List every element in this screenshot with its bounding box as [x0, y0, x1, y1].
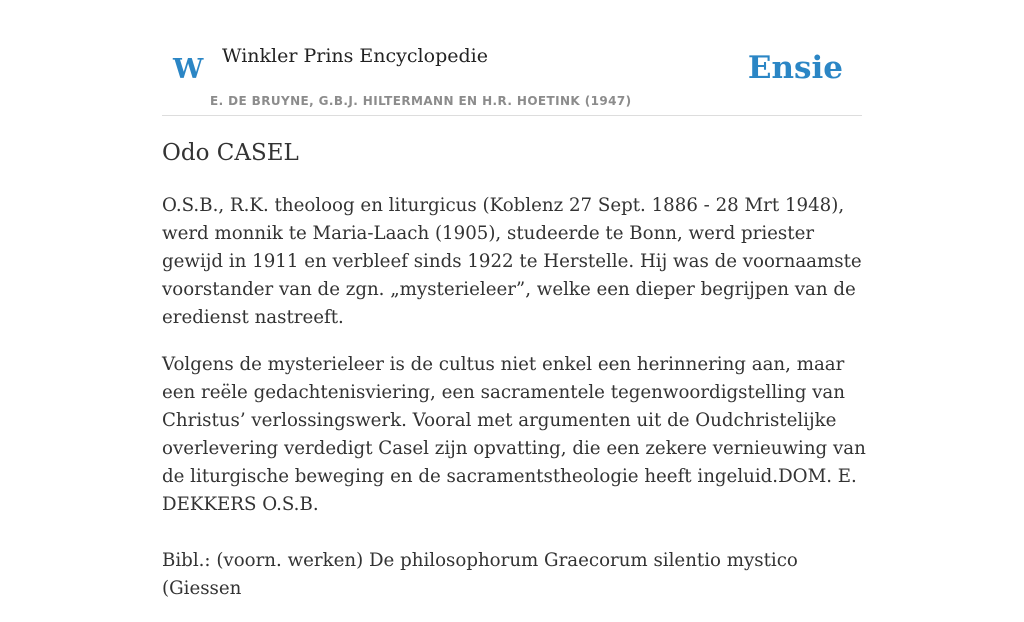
- article-body: [162, 192, 867, 622]
- authors-subtitle: E. DE BRUYNE, G.B.J. HILTERMANN EN H.R. HOETINK (1947): [210, 94, 632, 108]
- article-title: Odo CASEL: [162, 140, 299, 166]
- bibliography-paragraph: Bibl.: (voorn. werken) De philosophorum Graecorum silentio mystico (Giessen: [162, 550, 798, 599]
- article-paragraph: Volgens de mysterieleer is de cultus niet enkel een herinnering aan, maar een reële gedachtenisviering, een sacramentele tegenwoordigstelling van Christus’ verlossingswerk. Vooral met argumenten uit de Oudchristelijke overlevering verdedigt Casel zijn opvatting, die een zekere vernieuwing van de liturgische beweging en de sacramentstheologie heeft ingeluid.DOM. E. DEKKERS O.S.B.: [162, 354, 866, 515]
- site-header: [162, 40, 862, 116]
- brand-logo-link[interactable]: Ensie: [747, 50, 843, 86]
- site-logo[interactable]: W: [173, 54, 204, 85]
- site-title-link[interactable]: Winkler Prins Encyclopedie: [222, 45, 488, 67]
- article-paragraph: O.S.B., R.K. theoloog en liturgicus (Koblenz 27 Sept. 1886 - 28 Mrt 1948), werd monnik te Maria-Laach (1905), studeerde te Bonn, werd priester gewijd in 1911 en verbleef sinds 1922 te Herstelle. Hij was de voornaamste voorstander van de zgn. „mysterieleer”, welke een dieper begrijpen van de eredienst nastreeft.: [162, 195, 862, 328]
